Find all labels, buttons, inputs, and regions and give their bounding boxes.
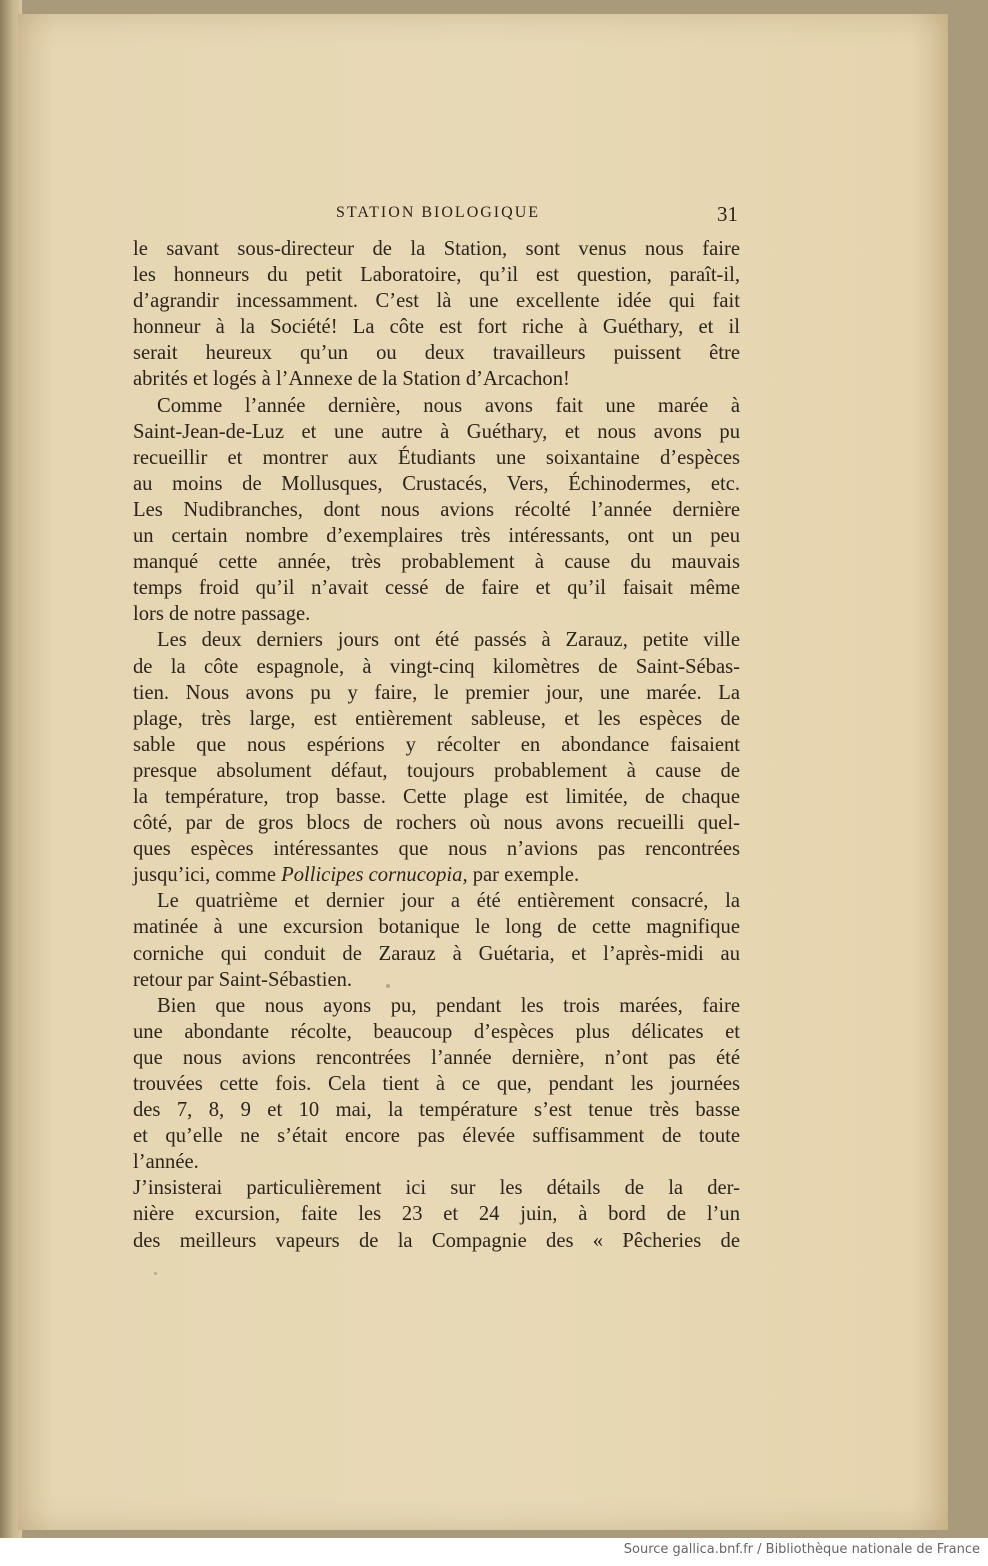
paragraph-5 — [133, 993, 740, 1176]
text-line: plage, très large, est entièrement sableuse, et les espèces de — [133, 707, 740, 730]
paragraph-2 — [133, 393, 740, 628]
text-line: sable que nous espérions y récolter en abondance faisaient — [133, 733, 740, 756]
paragraph-3 — [133, 627, 740, 888]
text-fragment: jusqu’ici, comme — [133, 864, 282, 887]
text-fragment: par exemple. — [467, 864, 580, 887]
paragraph-6 — [133, 1175, 740, 1253]
text-line: ques espèces intéressantes que nous n’avions pas rencontrées — [133, 838, 740, 861]
running-header — [136, 204, 740, 232]
text-line: trouvées cette fois. Cela tient à ce que, pendant les journées — [133, 1073, 740, 1095]
text-line: Les Nudibranches, dont nous avions récolté l’année dernière — [133, 498, 740, 521]
text-line: de la côte espagnole, à vingt-cinq kilomètres de Saint-Sébas- — [133, 655, 740, 678]
body-text — [133, 236, 740, 1254]
text-line: au moins de Mollusques, Crustacés, Vers, Échinodermes, etc. — [133, 472, 740, 495]
text-line: Comme l’année dernière, nous avons fait une marée à — [157, 394, 740, 417]
paragraph-4 — [133, 888, 740, 992]
page-number: 31 — [717, 202, 738, 226]
paragraph-1 — [133, 236, 740, 393]
text-line: un certain nombre d’exemplaires très intéressants, ont un peu — [133, 525, 740, 548]
text-line: et qu’elle ne s’était encore pas élevée suffisamment de toute — [133, 1125, 740, 1148]
text-line: le savant sous-directeur de la Station, sont venus nous faire — [133, 238, 740, 260]
text-line: manqué cette année, très probablement à cause du mauvais — [133, 551, 740, 574]
text-line: Saint-Jean-de-Luz et une autre à Guéthary, et nous avons pu — [133, 420, 740, 443]
text-line: côté, par de gros blocs de rochers où nous avons recueilli quel- — [133, 812, 740, 835]
text-line: Le quatrième et dernier jour a été entièrement consacré, la — [157, 890, 740, 913]
text-line: retour par Saint-Sébastien. — [133, 968, 353, 991]
text-line: tien. Nous avons pu y faire, le premier jour, une marée. La — [133, 681, 740, 704]
text-line: recueillir et montrer aux Étudiants une soixantaine d’espèces — [133, 446, 740, 469]
text-line: Les deux derniers jours ont été passés à Zarauz, petite ville — [157, 629, 740, 652]
text-line: des 7, 8, 9 et 10 mai, la température s’est tenue très basse — [133, 1099, 740, 1122]
text-line: matinée à une excursion botanique le long de cette magnifique — [133, 916, 740, 939]
text-line: abrités et logés à l’Annexe de la Station d’Arcachon! — [133, 368, 570, 391]
text-line: serait heureux qu’un ou deux travailleurs puissent être — [133, 342, 740, 365]
text-line: temps froid qu’il n’avait cessé de faire et qu’il faisait même — [133, 577, 740, 600]
text-line: la température, trop basse. Cette plage est limitée, de chaque — [133, 785, 740, 808]
text-line: Bien que nous ayons pu, pendant les trois marées, faire — [157, 994, 740, 1017]
text-line: les honneurs du petit Laboratoire, qu’il est question, paraît-il, — [133, 264, 740, 287]
text-line: lors de notre passage. — [133, 603, 311, 626]
text-line: corniche qui conduit de Zarauz à Guétaria, et l’après-midi au — [133, 942, 740, 965]
text-line: des meilleurs vapeurs de la Compagnie des « Pêcheries de — [133, 1229, 740, 1252]
paper-speck — [154, 1272, 157, 1275]
source-credit: Source gallica.bnf.fr / Bibliothèque nationale de France — [623, 1542, 980, 1557]
running-title: STATION BIOLOGIQUE — [335, 204, 541, 221]
text-line: d’agrandir incessamment. C’est là une excellente idée qui fait — [133, 290, 740, 313]
viewer-footer — [0, 1538, 988, 1566]
text-line: presque absolument défaut, toujours probablement à cause de — [133, 759, 740, 782]
text-line: l’année. — [133, 1151, 199, 1174]
text-line: une abondante récolte, beaucoup d’espèces plus délicates et — [133, 1020, 740, 1043]
text-line: nière excursion, faite les 23 et 24 juin, à bord de l’un — [133, 1203, 740, 1226]
text-line-mixed — [133, 862, 740, 888]
text-line: honneur à la Société! La côte est fort riche à Guéthary, et il — [133, 316, 740, 339]
text-line: J’insisterai particulièrement ici sur les détails de la der- — [133, 1177, 740, 1200]
species-name: Pollicipes cornucopia, — [281, 864, 468, 887]
text-line: que nous avions rencontrées l’année dernière, n’ont pas été — [133, 1046, 740, 1069]
